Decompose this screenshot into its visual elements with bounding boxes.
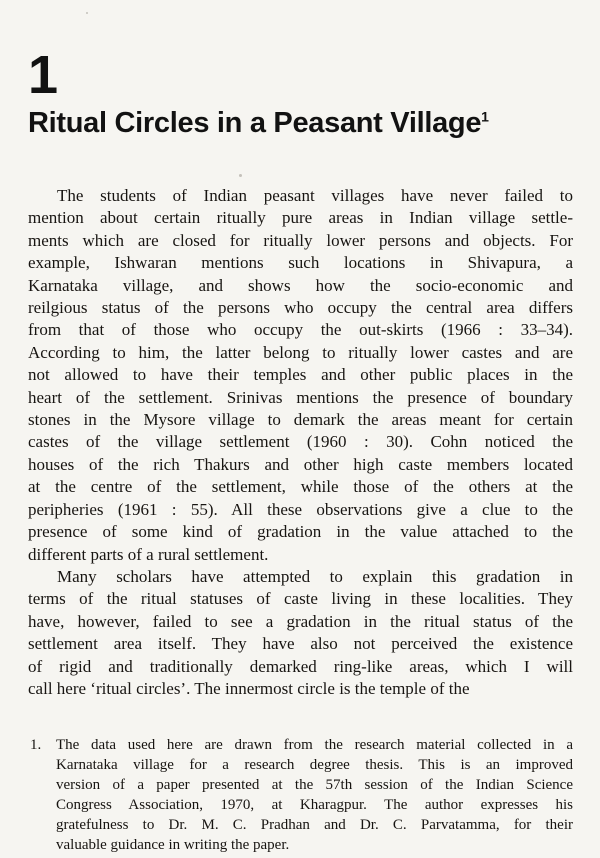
text-line: Congress Association, 1970, at Kharagpur. The author expresses his	[56, 797, 573, 813]
text-line: Many scholars have attempted to explain this gradation in	[57, 566, 573, 586]
text-line: version of a paper presented at the 57th session of the Indian Science	[56, 777, 573, 793]
text-line: have, however, failed to see a gradation in the ritual status of the	[28, 611, 573, 631]
text-line: valuable guidance in writing the paper.	[56, 837, 290, 853]
scan-speck	[239, 174, 242, 177]
chapter-number: 1	[28, 45, 59, 105]
text-line: call here ‘ritual circles’. The innermost circle is the temple of the	[28, 678, 470, 698]
page-title-text: Ritual Circles in a Peasant Village	[28, 107, 482, 139]
footnote-marker: 1.	[30, 737, 42, 753]
text-line: houses of the rich Thakurs and other high caste members located	[28, 454, 573, 474]
text-line: reilgious status of the persons who occupy the central area differs	[28, 298, 573, 318]
paragraph	[28, 185, 573, 566]
text-line: stones in the Mysore village to demark the areas meant for certain	[28, 410, 573, 430]
page-title	[28, 105, 573, 141]
text-line: not allowed to have their temples and other public places in the	[28, 365, 573, 385]
text-line: peripheries (1961 : 55). All these observations give a clue to the	[28, 499, 573, 519]
scan-speck	[86, 12, 88, 14]
text-line: at the centre of the settlement, while those of the others at the	[28, 477, 573, 497]
text-line: gratefulness to Dr. M. C. Pradhan and Dr. C. Parvatamma, for their	[56, 817, 573, 833]
text-line: of rigid and traditionally demarked ring-like areas, which I will	[28, 656, 573, 676]
text-line: According to him, the latter belong to ritually lower castes and are	[28, 342, 573, 362]
text-line: settlement area itself. They have also not perceived the existence	[28, 634, 573, 654]
footnote-text	[30, 735, 573, 855]
text-line: The data used here are drawn from the research material collected in a	[56, 737, 573, 753]
text-line: Karnataka village for a research degree thesis. This is an improved	[56, 757, 573, 773]
text-line: ments which are closed for ritually lower persons and objects. For	[28, 230, 573, 250]
text-line: from that of those who occupy the out-skirts (1966 : 33–34).	[28, 320, 573, 340]
text-line: The students of Indian peasant villages have never failed to	[57, 186, 573, 205]
title-footnote-marker: 1	[481, 108, 489, 125]
paragraph	[28, 566, 573, 700]
text-line: heart of the settlement. Srinivas mentions the presence of boundary	[28, 387, 573, 407]
text-line: terms of the ritual statuses of caste living in these localities. They	[28, 589, 573, 609]
text-line: Karnataka village, and shows how the socio-economic and	[28, 275, 573, 295]
text-line: castes of the village settlement (1960 : 30). Cohn noticed the	[28, 432, 573, 452]
footnote	[30, 735, 573, 855]
text-line: example, Ishwaran mentions such locations in Shivapura, a	[28, 253, 573, 273]
body-text	[28, 185, 573, 700]
text-line: different parts of a rural settlement.	[28, 544, 269, 564]
text-line: presence of some kind of gradation in the value attached to the	[28, 522, 573, 542]
text-line: mention about certain ritually pure areas in Indian village settle-	[28, 208, 573, 228]
